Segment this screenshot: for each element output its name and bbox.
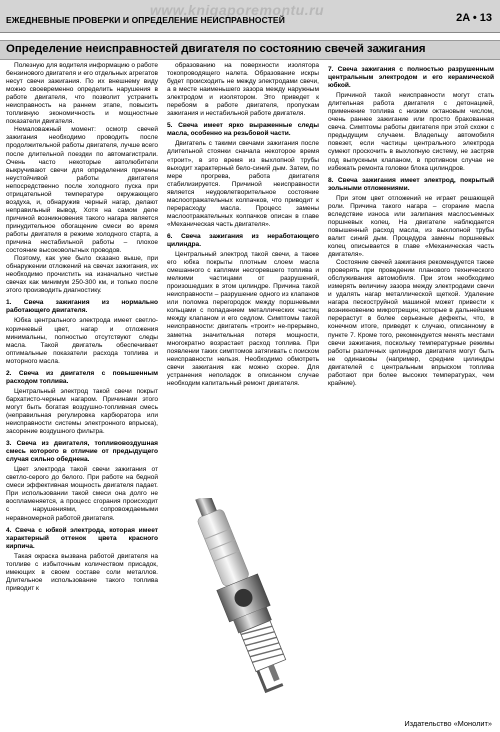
text-column-1 xyxy=(6,62,158,593)
paragraph: Полезную для водителя информацию о работе бензинового двигателя и его отдельных агрегатов несут свечи зажигания. По их внешнему виду можно своевременно определить нарушения в работе двигателя, что позволит устранить неисправность на раннем этапе, повысить топливную экономичность и мощностные показатели двигателя. xyxy=(6,62,158,126)
publisher-footer: Издательство «Монолит» xyxy=(404,719,492,728)
section-heading: 8. Свеча зажигания имеет электрод, покрытый зольными отложениями. xyxy=(328,176,494,192)
article-title: Определение неисправностей двигателя по состоянию свечей зажигания xyxy=(6,43,426,55)
paragraph: Такая окраска вызвана работой двигателя на топливе с избыточным количеством присадок, имеющих в своем составе соли металлов. Длительное использование такого топлива приводит к xyxy=(6,552,158,592)
section-heading: 3. Свеча из двигателя, топливовоздушная смесь которого в отличие от предыдущего случая сильно обеднена. xyxy=(6,440,158,464)
page-header xyxy=(0,0,500,33)
section-title: ЕЖЕДНЕВНЫЕ ПРОВЕРКИ И ОПРЕДЕЛЕНИЕ НЕИСПРАВНОСТЕЙ xyxy=(6,15,285,25)
paragraph: образованию на поверхности изолятора токопроводящего налета. Образование искры будет происходить не между электродами свечи, а в месте наименьшего зазора между наружным электродом и изолятором. Это приведет к перебоям в работе двигателя, пропускам зажигания и нестабильной работе двигателя. xyxy=(167,62,319,118)
paragraph: Центральный электрод такой свечи покрыт бархатисто-черным нагаром. Причинами этого могут быть богатая воздушно-топливная смесь (неправильная регулировка карбюратора или неисправности системы электронного впрыска), засорение воздушного фильтра. xyxy=(6,387,158,436)
section-heading: 2. Свеча из двигателя с повышенным расходом топлива. xyxy=(6,369,158,385)
paragraph: Юбка центрального электрода имеет светло-коричневый цвет, нагар и отложения минимальны, полностью отсутствуют следы масла. Такой двигатель обеспечивает оптимальные показатели расхода топлива и моторного масла. xyxy=(6,317,158,365)
section-heading: 7. Свеча зажигания с полностью разрушенным центральным электродом и его керамической юбкой. xyxy=(328,66,494,90)
article-title-bar xyxy=(0,40,500,60)
section-heading: 4. Свеча с юбкой электрода, которая имеет характерный оттенок цвета красного кирпича. xyxy=(6,526,158,550)
section-heading: 5. Свеча имеет ярко выраженные следы масла, особенно на резьбовой части. xyxy=(167,122,319,138)
paragraph: Центральный электрод такой свечи, а также его юбка покрыты плотным слоем масла смешанного с каплями несгоревшего топлива и мелкими частицами от разрушений, произошедших в этом цилиндре. Причина такой неисправности – разрушение одного из клапанов или поломка перегородок между поршневыми кольцами с попаданием металлических частиц между клапаном и его седлом. Симптомы такой неисправности: двигатель «троит» не-прерывно, заметна значительная потеря мощности, многократно возрастает расход топлива. При появлении таких симптомов затягивать с поиском неисправности нельзя. Необходимо обмотреть свечи зажигания как можно скорее. Для устранения неполадок в описанном случае необходим капитальный ремонт двигателя. xyxy=(167,251,319,387)
paragraph: Немаловажный момент: осмотр свечей зажигания необходимо проводить после продолжительной работы двигателя, лучше всего после длительной поездки по автомагистрали. Очень часто некоторые автолюбители выкручивают свечи для определения причины неустойчивой работы двигателя непосредственно после холодного пуска при отрицательной температуре окружающего воздуха, и, обнаружив черный нагар, делают неправильный вывод. Хотя на самом деле причиной возникновения такого нагара является принудительное обогащение смеси во время работы двигателя в режиме холодного старта, а причина нестабильной работы – плохое состояние высоковольтных проводов. xyxy=(6,126,158,255)
text-column-3 xyxy=(328,62,494,388)
paragraph: Поэтому, как уже было сказано выше, при обнаружении отложений на свечах зажигания, их необходимо прочистить на изначально чистые свечах как минимум 250-300 км, и только после этого производить диагностику. xyxy=(6,255,158,295)
paragraph: При этом цвет отложений не играет решающей роли. Причина такого нагара – сгорание масла вследствие износа или залипания маслосъемных поршневых колец. На двигателе наблюдается повышенный расход масла, из выхлопной трубы валит синий дым. Процедура замены поршневых колец описывается в главе «Механическая часть двигателя». xyxy=(328,194,494,259)
paragraph: Цвет электрода такой свечи зажигания от светло-серого до белого. При работе на бедной смеси эффективная мощность двигателя падает. При использовании такой смеси она долго не воспламеняется, а процесс сгорания происходит с нарушениями, сопровождаемыми неравномерной работой двигателя. xyxy=(6,466,158,522)
text-column-2 xyxy=(167,62,319,388)
paragraph: Двигатель с такими свечами зажигания после длительной стоянки сначала некоторое время «троит», в это время из выхлопной трубы выходит характерный бело-синий дым. Затем, по мере прогрева, работа двигателя стабилизируется. Причиной неисправности является неудовлетворительное состояние маслоотражательных колпачков, что приводит к перерасходу масла. Процесс замены маслоотражательных колпачков описан в главе «Механическая часть двигателя». xyxy=(167,140,319,228)
section-heading: 1. Свеча зажигания из нормально работающего двигателя. xyxy=(6,299,158,315)
spark-plug-image xyxy=(160,498,336,720)
paragraph: Состояние свечей зажигания рекомендуется также проверять при проведении планового технического обслуживания автомобиля. При этом необходимо измерять величину зазора между электродами свечи и удалять нагар металлической щеткой. Удаление нагара пескоструйной машиной может привести к возникновению микротрещин, которые в дальнейшем перерастут в более серьезные дефекты, что, в конечном итоге, приведет к случаю, описанному в пункте 7. Кроме того, рекомендуется менять местами свечи зажигания, поскольку температурные режимы работы различных цилиндров двигателя могут быть не одинаковы (например, средние цилиндры двигателей с центральным впрыском топлива работают при более высоких температурах, чем крайние). xyxy=(328,259,494,387)
section-heading: 6. Свеча зажигания из неработающего цилиндра. xyxy=(167,232,319,248)
paragraph: Причиной такой неисправности могут стать длительная работа двигателя с детонацией, применение топлива с низким октановым числом, очень раннее зажигание или просто бракованная свеча. Симптомы работы двигателя при этой схожи с предыдущим случаем. Владельцу автомобиля повезет, если частицы центрального электрода сумеют проскочить в выхлопную систему, не застряв под выпускным клапаном, в противном случае не избежать ремонта головки блока цилиндров. xyxy=(328,92,494,172)
watermark: www.knigaporemontu.ru xyxy=(150,2,325,18)
page-number: 2A • 13 xyxy=(456,12,492,24)
